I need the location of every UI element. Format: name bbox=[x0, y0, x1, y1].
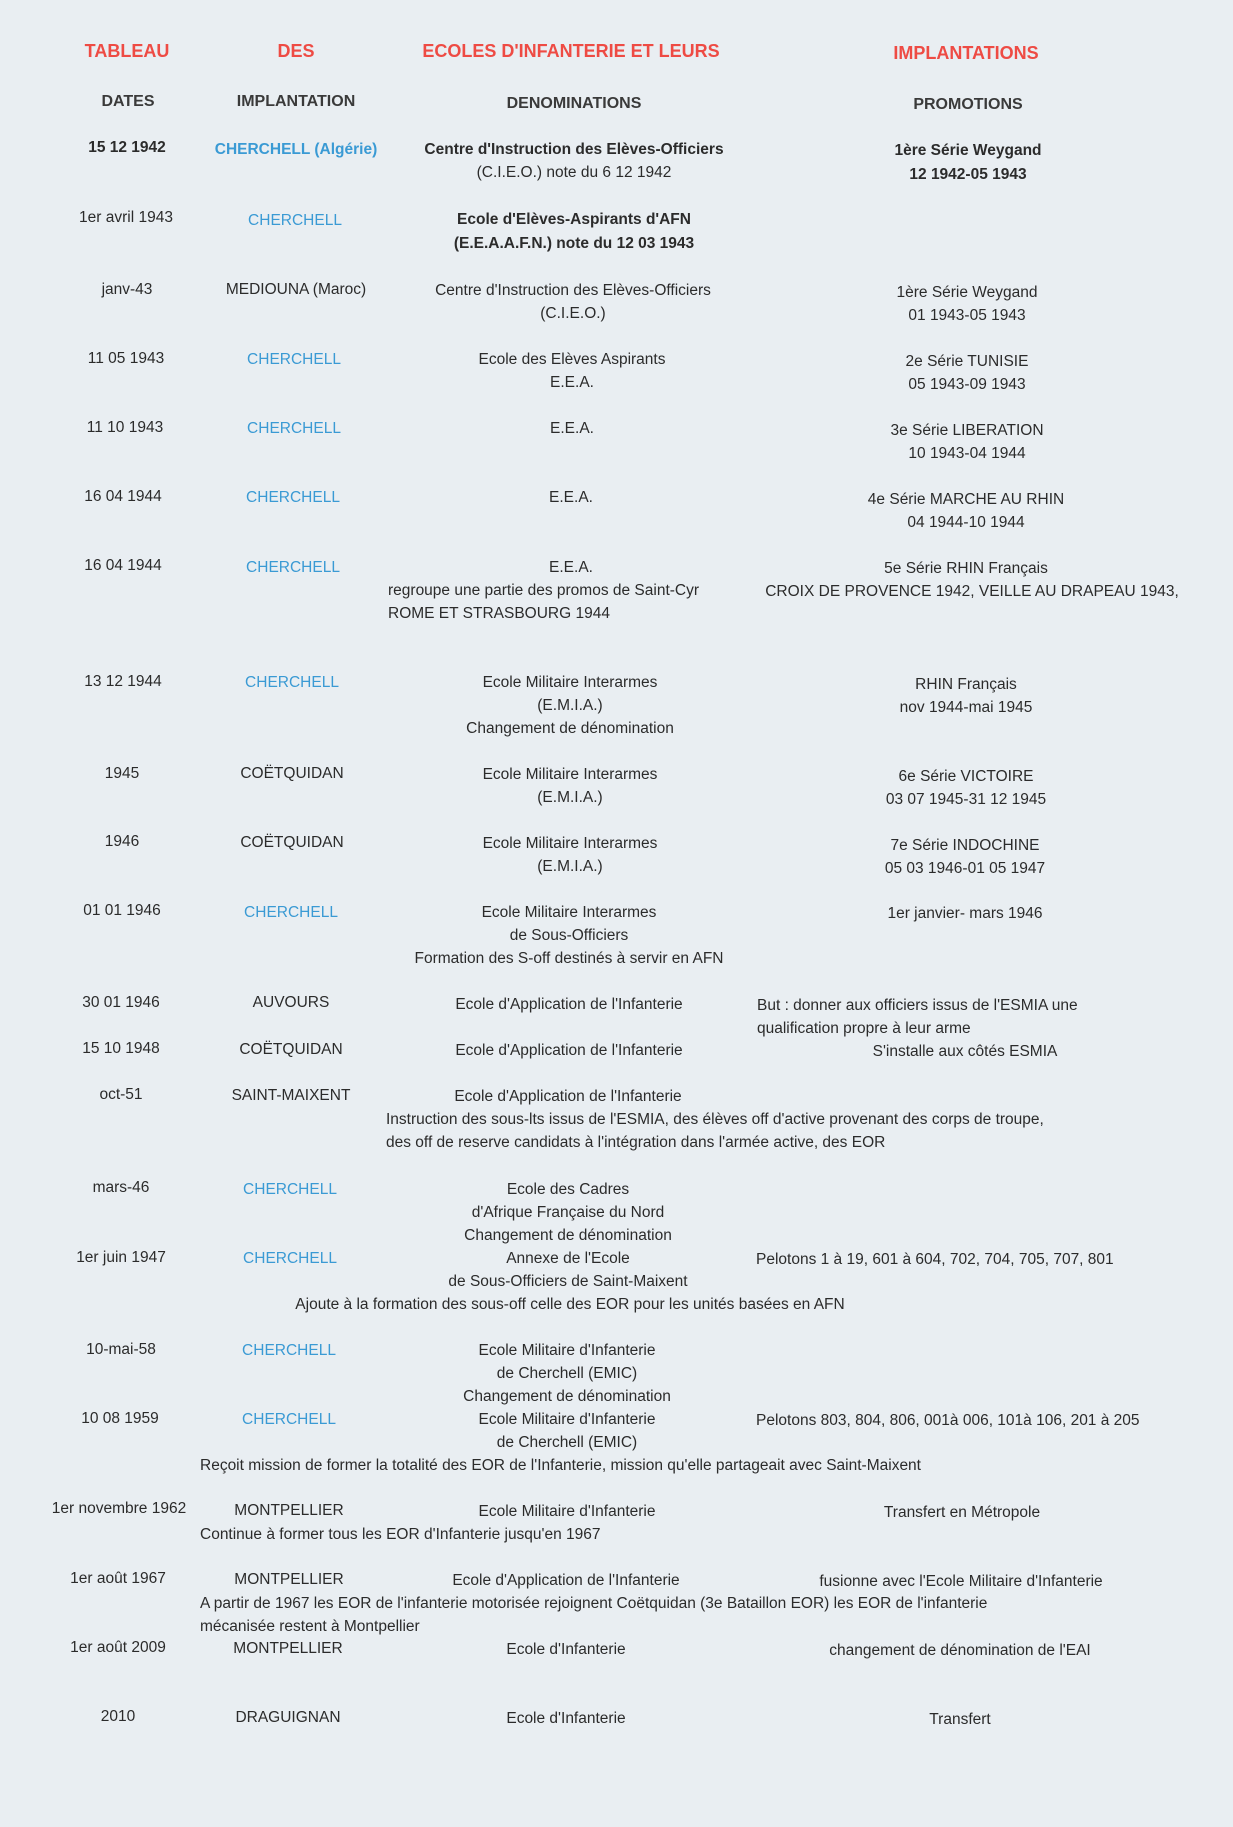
row-denomination-3: Changement de dénomination bbox=[463, 1388, 671, 1405]
row-denomination-3: Ajoute à la formation des sous-off celle des EOR pour les unités basées en AFN bbox=[295, 1296, 845, 1313]
row-denomination-2: (C.I.E.O.) note du 6 12 1942 bbox=[476, 164, 672, 181]
row-date: 1er août 1967 bbox=[70, 1570, 166, 1587]
header-promotions: PROMOTIONS bbox=[913, 96, 1023, 113]
row-place: MONTPELLIER bbox=[233, 1640, 343, 1657]
row-denomination-1: Ecole d'Application de l'Infanterie bbox=[452, 1572, 680, 1589]
row-place: CHERCHELL bbox=[247, 420, 341, 437]
row-promotion-1: 5e Série RHIN Français bbox=[884, 560, 1048, 577]
row-place: CHERCHELL bbox=[246, 489, 340, 506]
row-denomination-2: (E.M.I.A.) bbox=[537, 697, 603, 714]
row-place: CHERCHELL bbox=[244, 904, 338, 921]
row-denomination-2: A partir de 1967 les EOR de l'infanterie motorisée rejoignent Coëtquidan (3e Bataillon EOR) les EOR de l'infanterie bbox=[200, 1595, 988, 1612]
row-denomination-1: Ecole des Elèves Aspirants bbox=[478, 351, 666, 368]
header-denominations: DENOMINATIONS bbox=[506, 95, 642, 112]
row-promotion-1: S'installe aux côtés ESMIA bbox=[872, 1043, 1058, 1060]
row-promotion-1: 3e Série LIBERATION bbox=[890, 422, 1044, 439]
row-denomination-2: (C.I.E.O.) bbox=[540, 305, 606, 322]
row-date: 1946 bbox=[104, 833, 140, 850]
row-denomination-1: Ecole d'Application de l'Infanterie bbox=[454, 1088, 682, 1105]
row-denomination-2: E.E.A. bbox=[550, 374, 594, 391]
row-place: CHERCHELL (Algérie) bbox=[214, 141, 378, 158]
row-place: SAINT-MAIXENT bbox=[231, 1087, 351, 1104]
row-denomination-2: (E.M.I.A.) bbox=[537, 858, 603, 875]
row-date: 1er juin 1947 bbox=[76, 1249, 166, 1266]
row-denomination-1: Ecole Militaire Interarmes bbox=[482, 766, 658, 783]
row-date: 15 10 1948 bbox=[82, 1040, 160, 1057]
header-implantation: IMPLANTATION bbox=[236, 93, 356, 110]
row-place: CHERCHELL bbox=[243, 1181, 337, 1198]
header-dates: DATES bbox=[101, 93, 155, 110]
row-date: oct-51 bbox=[99, 1086, 143, 1103]
row-date: mars-46 bbox=[92, 1179, 150, 1196]
title-word-ecoles: ECOLES D'INFANTERIE ET LEURS bbox=[422, 41, 720, 61]
row-denomination-1: Centre d'Instruction des Elèves-Officiers bbox=[435, 282, 711, 299]
row-denomination-3: des off de reserve candidats à l'intégration dans l'armée active, des EOR bbox=[386, 1134, 886, 1151]
row-date: 11 10 1943 bbox=[86, 419, 164, 436]
row-date: 10-mai-58 bbox=[86, 1341, 156, 1358]
row-promotion-1: Pelotons 1 à 19, 601 à 604, 702, 704, 705, 707, 801 bbox=[756, 1251, 1114, 1268]
row-date: 16 04 1944 bbox=[84, 488, 162, 505]
row-denomination-1: Centre d'Instruction des Elèves-Officiers bbox=[424, 141, 724, 158]
row-denomination-1: Annexe de l'Ecole bbox=[506, 1250, 630, 1267]
row-denomination-2: de Cherchell (EMIC) bbox=[496, 1434, 638, 1451]
row-place: COËTQUIDAN bbox=[240, 834, 344, 851]
row-denomination-2: de Sous-Officiers de Saint-Maixent bbox=[448, 1273, 688, 1290]
row-denomination-2: de Cherchell (EMIC) bbox=[496, 1365, 638, 1382]
row-promotion-2: 12 1942-05 1943 bbox=[909, 166, 1027, 183]
row-date: 10 08 1959 bbox=[81, 1410, 159, 1427]
row-promotion-1: But : donner aux officiers issus de l'ESMIA une bbox=[757, 997, 1078, 1014]
row-denomination-2: d'Afrique Française du Nord bbox=[471, 1204, 665, 1221]
row-promotion-1: 1er janvier- mars 1946 bbox=[887, 905, 1043, 922]
row-promotion-1: 1ère Série Weygand bbox=[896, 284, 1038, 301]
row-promotion-1: Transfert bbox=[929, 1711, 991, 1728]
row-denomination-1: Ecole d'Application de l'Infanterie bbox=[455, 996, 683, 1013]
row-denomination-3: mécanisée restent à Montpellier bbox=[200, 1618, 420, 1635]
row-date: 11 05 1943 bbox=[87, 350, 165, 367]
row-denomination-3: Changement de dénomination bbox=[464, 1227, 672, 1244]
row-denomination-1: Ecole Militaire Interarmes bbox=[482, 835, 658, 852]
row-promotion-2: CROIX DE PROVENCE 1942, VEILLE AU DRAPEAU 1943, bbox=[765, 583, 1179, 600]
row-promotion-2: 05 03 1946-01 05 1947 bbox=[884, 860, 1046, 877]
row-denomination-1: Ecole Militaire d'Infanterie bbox=[478, 1342, 656, 1359]
row-promotion-1: Pelotons 803, 804, 806, 001à 006, 101à 106, 201 à 205 bbox=[756, 1412, 1140, 1429]
row-denomination-1: E.E.A. bbox=[549, 489, 593, 506]
row-place: CHERCHELL bbox=[246, 559, 340, 576]
row-place: MONTPELLIER bbox=[234, 1571, 344, 1588]
row-denomination-1: Ecole d'Application de l'Infanterie bbox=[455, 1042, 683, 1059]
title-word-implantations: IMPLANTATIONS bbox=[893, 43, 1039, 63]
row-date: 1er novembre 1962 bbox=[51, 1500, 187, 1517]
row-promotion-1: 4e Série MARCHE AU RHIN bbox=[867, 491, 1065, 508]
title-word-tableau: TABLEAU bbox=[84, 41, 170, 61]
row-promotion-2: 04 1944-10 1944 bbox=[907, 514, 1025, 531]
row-promotion-1: 7e Série INDOCHINE bbox=[890, 837, 1040, 854]
row-denomination-3: ROME ET STRASBOURG 1944 bbox=[388, 605, 610, 622]
row-place: CHERCHELL bbox=[245, 674, 339, 691]
row-date: 30 01 1946 bbox=[82, 994, 160, 1011]
row-promotion-1: RHIN Français bbox=[915, 676, 1017, 693]
row-denomination-2: Continue à former tous les EOR d'Infanterie jusqu'en 1967 bbox=[200, 1526, 601, 1543]
row-promotion-1: fusionne avec l'Ecole Militaire d'Infanterie bbox=[819, 1573, 1103, 1590]
row-place: MONTPELLIER bbox=[234, 1502, 344, 1519]
row-date: 1945 bbox=[104, 765, 140, 782]
row-denomination-1: E.E.A. bbox=[549, 559, 593, 576]
row-denomination-1: Ecole Militaire d'Infanterie bbox=[478, 1411, 656, 1428]
row-date: 1er août 2009 bbox=[70, 1639, 166, 1656]
row-place: CHERCHELL bbox=[247, 351, 341, 368]
row-promotion-1: 6e Série VICTOIRE bbox=[898, 768, 1034, 785]
row-promotion-2: qualification propre à leur arme bbox=[757, 1020, 971, 1037]
row-denomination-1: E.E.A. bbox=[550, 420, 594, 437]
row-promotion-2: nov 1944-mai 1945 bbox=[899, 699, 1033, 716]
row-denomination-2: de Sous-Officiers bbox=[509, 927, 629, 944]
row-promotion-1: changement de dénomination de l'EAI bbox=[829, 1642, 1091, 1659]
row-date: 13 12 1944 bbox=[84, 673, 162, 690]
row-denomination-1: Ecole Militaire Interarmes bbox=[482, 674, 658, 691]
row-date: 1er avril 1943 bbox=[79, 209, 173, 226]
row-denomination-3: Changement de dénomination bbox=[466, 720, 674, 737]
row-place: MEDIOUNA (Maroc) bbox=[225, 281, 367, 298]
row-denomination-2: Instruction des sous-lts issus de l'ESMIA, des élèves off d'active provenant des corps de troupe, bbox=[386, 1111, 1044, 1128]
title-word-des: DES bbox=[277, 41, 315, 61]
row-place: DRAGUIGNAN bbox=[235, 1709, 341, 1726]
row-denomination-1: Ecole d'Infanterie bbox=[506, 1641, 626, 1658]
row-denomination-3: Reçoit mission de former la totalité des EOR de l'Infanterie, mission qu'elle partageait avec Saint-Maixent bbox=[200, 1457, 921, 1474]
row-promotion-1: 2e Série TUNISIE bbox=[905, 353, 1029, 370]
row-date: 01 01 1946 bbox=[83, 902, 161, 919]
row-promotion-2: 03 07 1945-31 12 1945 bbox=[885, 791, 1047, 808]
row-denomination-2: (E.M.I.A.) bbox=[537, 789, 603, 806]
row-denomination-1: Ecole des Cadres bbox=[506, 1181, 630, 1198]
row-place: CHERCHELL bbox=[242, 1411, 336, 1428]
row-promotion-1: 1ère Série Weygand bbox=[894, 142, 1042, 159]
row-denomination-2: regroupe une partie des promos de Saint-Cyr bbox=[388, 582, 700, 599]
row-denomination-1: Ecole d'Infanterie bbox=[506, 1710, 626, 1727]
row-date: janv-43 bbox=[101, 281, 153, 298]
row-denomination-1: Ecole Militaire Interarmes bbox=[481, 904, 657, 921]
row-place: COËTQUIDAN bbox=[240, 765, 344, 782]
row-denomination-1: Ecole Militaire d'Infanterie bbox=[478, 1503, 656, 1520]
row-place: AUVOURS bbox=[252, 994, 330, 1011]
row-date: 15 12 1942 bbox=[88, 139, 166, 156]
row-promotion-2: 10 1943-04 1944 bbox=[908, 445, 1026, 462]
row-date: 16 04 1944 bbox=[84, 557, 162, 574]
row-promotion-1: Transfert en Métropole bbox=[883, 1504, 1041, 1521]
row-denomination-1: Ecole d'Elèves-Aspirants d'AFN bbox=[457, 211, 691, 228]
row-place: CHERCHELL bbox=[242, 1342, 336, 1359]
row-date: 2010 bbox=[100, 1708, 136, 1725]
row-place: COËTQUIDAN bbox=[239, 1041, 343, 1058]
row-promotion-2: 01 1943-05 1943 bbox=[908, 307, 1026, 324]
row-denomination-3: Formation des S-off destinés à servir en AFN bbox=[414, 950, 724, 967]
row-promotion-2: 05 1943-09 1943 bbox=[908, 376, 1026, 393]
row-place: CHERCHELL bbox=[243, 1250, 337, 1267]
row-denomination-2: (E.E.A.A.F.N.) note du 12 03 1943 bbox=[453, 235, 695, 252]
row-place: CHERCHELL bbox=[248, 212, 342, 229]
